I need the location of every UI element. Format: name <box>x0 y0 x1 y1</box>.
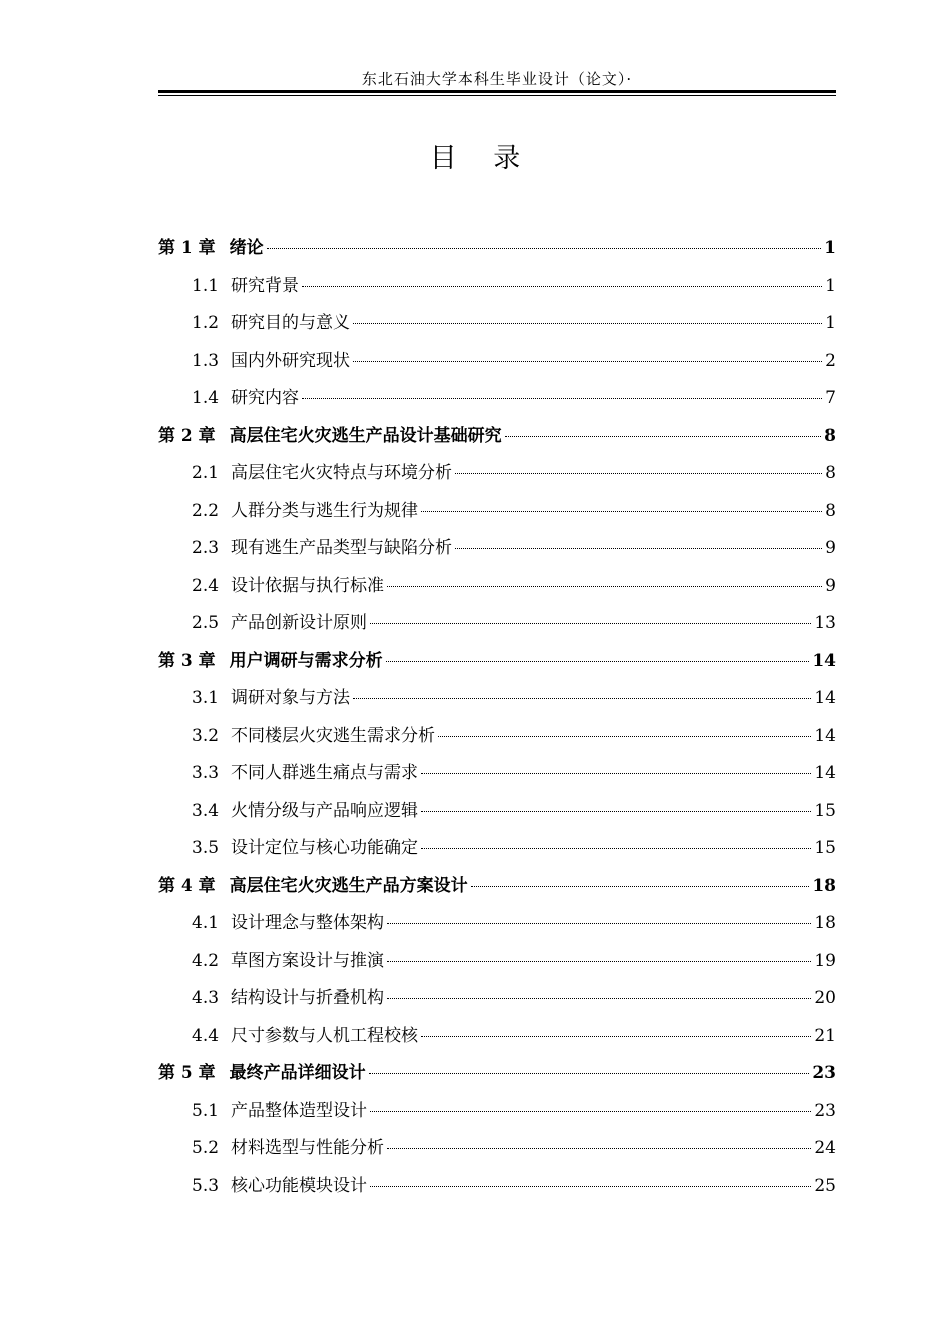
toc-entry-title: 研究目的与意义 <box>231 313 351 333</box>
toc-dot-leader <box>421 1035 811 1037</box>
toc-section-entry[interactable] <box>158 455 836 493</box>
toc-chapter-entry[interactable] <box>158 868 836 906</box>
toc-page-number: 7 <box>825 388 836 408</box>
toc-dot-leader <box>471 885 810 887</box>
toc-entry-number: 3.1 <box>192 688 220 708</box>
toc-page-number: 23 <box>812 1063 836 1083</box>
toc-section-entry[interactable] <box>158 1018 836 1056</box>
toc-entry-number: 1.1 <box>192 275 220 296</box>
toc-entry-title: 现有逃生产品类型与缺陷分析 <box>231 538 453 558</box>
toc-page-number: 13 <box>814 613 836 633</box>
toc-page-number: 1 <box>825 313 836 333</box>
toc-dot-leader <box>302 285 822 287</box>
toc-entry-number: 4.2 <box>192 950 220 971</box>
toc-page-number: 25 <box>814 1175 836 1196</box>
toc-entry-number: 3.2 <box>192 725 220 746</box>
toc-section-entry[interactable] <box>158 343 836 381</box>
toc-section-entry[interactable] <box>158 830 836 868</box>
toc-page-number: 24 <box>814 1138 836 1158</box>
toc-section-entry[interactable] <box>158 1168 836 1206</box>
toc-dot-leader <box>438 735 811 737</box>
toc-section-entry[interactable] <box>158 380 836 418</box>
toc-entry-title: 产品创新设计原则 <box>231 613 368 633</box>
toc-entry-title: 核心功能模块设计 <box>231 1175 368 1196</box>
toc-entry-title: 高层住宅火灾逃生产品设计基础研究 <box>229 425 502 446</box>
toc-dot-leader <box>421 772 811 774</box>
toc-entry-title: 用户调研与需求分析 <box>229 650 383 671</box>
toc-entry-title: 国内外研究现状 <box>231 350 351 371</box>
toc-entry-number: 2.3 <box>192 538 220 558</box>
page-title: 目 录 <box>429 143 535 174</box>
toc-page-number: 19 <box>814 950 836 971</box>
toc-section-entry[interactable] <box>158 1093 836 1131</box>
toc-entry-title: 高层住宅火灾逃生产品方案设计 <box>229 875 468 896</box>
toc-entry-title: 材料选型与性能分析 <box>231 1138 385 1158</box>
toc-entry-title: 研究背景 <box>231 275 300 296</box>
toc-section-entry[interactable] <box>158 493 836 531</box>
toc-entry-title: 研究内容 <box>231 388 300 408</box>
toc-entry-number: 2.1 <box>192 463 220 483</box>
toc-section-entry[interactable] <box>158 905 836 943</box>
toc-page-number: 14 <box>814 763 836 783</box>
toc-entry-number: 2.5 <box>192 613 220 633</box>
toc-entry-title: 尺寸参数与人机工程校核 <box>231 1025 419 1046</box>
toc-section-entry[interactable] <box>158 1130 836 1168</box>
toc-entry-number: 第 4 章 <box>158 875 216 896</box>
toc-chapter-entry[interactable] <box>158 1055 836 1093</box>
toc-entry-title: 人群分类与逃生行为规律 <box>231 500 419 521</box>
toc-page-number: 2 <box>825 350 836 371</box>
toc-section-entry[interactable] <box>158 718 836 756</box>
toc-page-number: 9 <box>825 538 836 558</box>
toc-entry-number: 3.3 <box>192 763 220 783</box>
toc-dot-leader <box>353 322 822 324</box>
toc-dot-leader <box>387 960 811 962</box>
toc-section-entry[interactable] <box>158 605 836 643</box>
toc-entry-title: 绪论 <box>229 238 264 258</box>
toc-entry-number: 5.2 <box>192 1138 220 1158</box>
toc-dot-leader <box>455 472 822 474</box>
toc-entry-title: 高层住宅火灾特点与环境分析 <box>231 463 453 483</box>
toc-entry-title: 产品整体造型设计 <box>231 1100 368 1121</box>
toc-dot-leader <box>387 585 822 587</box>
toc-entry-number: 4.4 <box>192 1025 220 1046</box>
toc-section-entry[interactable] <box>158 980 836 1018</box>
toc-page-number: 23 <box>814 1100 836 1121</box>
toc-entry-number: 4.1 <box>192 913 220 933</box>
toc-page-number: 8 <box>824 425 836 446</box>
toc-page-number: 21 <box>814 1025 836 1046</box>
toc-page-number: 15 <box>814 838 836 858</box>
toc-dot-leader <box>421 810 811 812</box>
toc-chapter-entry[interactable] <box>158 418 836 456</box>
toc-dot-leader <box>386 660 810 662</box>
header-rule-thick <box>158 90 836 93</box>
toc-entry-number: 3.5 <box>192 838 220 858</box>
toc-entry-title: 设计定位与核心功能确定 <box>231 838 419 858</box>
toc-page-number: 14 <box>814 688 836 708</box>
toc-entry-title: 火情分级与产品响应逻辑 <box>231 800 419 821</box>
toc-section-entry[interactable] <box>158 305 836 343</box>
toc-entry-title: 不同人群逃生痛点与需求 <box>231 763 419 783</box>
toc-entry-number: 2.2 <box>192 500 220 521</box>
toc-dot-leader <box>387 1147 811 1149</box>
toc-entry-title: 设计理念与整体架构 <box>231 913 385 933</box>
toc-dot-leader <box>505 435 821 437</box>
toc-page-number: 15 <box>814 800 836 821</box>
toc-page-number: 20 <box>814 988 836 1008</box>
toc-chapter-entry[interactable] <box>158 643 836 681</box>
toc-chapter-entry[interactable] <box>158 230 836 268</box>
toc-dot-leader <box>353 360 822 362</box>
toc-entry-number: 4.3 <box>192 988 220 1008</box>
toc-entry-title: 最终产品详细设计 <box>229 1063 366 1083</box>
toc-entry-title: 结构设计与折叠机构 <box>231 988 385 1008</box>
toc-section-entry[interactable] <box>158 943 836 981</box>
toc-entry-number: 1.3 <box>192 350 220 371</box>
header-rule-thin <box>158 95 836 96</box>
toc-dot-leader <box>302 397 822 399</box>
toc-dot-leader <box>353 697 811 699</box>
toc-entry-number: 1.2 <box>192 313 220 333</box>
toc-page-number: 8 <box>825 463 836 483</box>
toc-section-entry[interactable] <box>158 530 836 568</box>
toc-entry-title: 不同楼层火灾逃生需求分析 <box>231 725 436 746</box>
toc-entry-title: 调研对象与方法 <box>231 688 351 708</box>
toc-page-number: 1 <box>825 275 836 296</box>
toc-dot-leader <box>387 997 811 999</box>
toc-page-number: 14 <box>814 725 836 746</box>
toc-section-entry[interactable] <box>158 755 836 793</box>
running-header: 东北石油大学本科生毕业设计（论文）· <box>361 70 633 88</box>
toc-dot-leader <box>369 1072 810 1074</box>
toc-entry-number: 2.4 <box>192 575 220 596</box>
toc-page-number: 18 <box>812 875 836 896</box>
toc-dot-leader <box>455 547 822 549</box>
toc-dot-leader <box>370 1110 811 1112</box>
toc-entry-number: 1.4 <box>192 388 220 408</box>
toc-entry-number: 5.3 <box>192 1175 220 1196</box>
toc-page-number: 8 <box>825 500 836 521</box>
toc-entry-number: 第 5 章 <box>158 1063 216 1083</box>
toc-entry-title: 设计依据与执行标准 <box>231 575 385 596</box>
table-of-contents <box>158 230 836 1205</box>
toc-dot-leader <box>387 922 811 924</box>
toc-section-entry[interactable] <box>158 568 836 606</box>
toc-page-number: 14 <box>812 650 836 671</box>
toc-page-number: 1 <box>824 238 836 258</box>
toc-section-entry[interactable] <box>158 793 836 831</box>
toc-entry-number: 3.4 <box>192 800 220 821</box>
toc-section-entry[interactable] <box>158 268 836 306</box>
toc-entry-number: 第 2 章 <box>158 425 216 446</box>
toc-section-entry[interactable] <box>158 680 836 718</box>
toc-entry-number: 第 1 章 <box>158 238 216 258</box>
toc-dot-leader <box>421 847 811 849</box>
toc-dot-leader <box>370 1185 811 1187</box>
toc-entry-title: 草图方案设计与推演 <box>231 950 385 971</box>
toc-dot-leader <box>267 247 821 249</box>
toc-dot-leader <box>421 510 822 512</box>
toc-page-number: 18 <box>814 913 836 933</box>
toc-dot-leader <box>370 622 811 624</box>
toc-page-number: 9 <box>825 575 836 596</box>
toc-entry-number: 第 3 章 <box>158 650 216 671</box>
toc-entry-number: 5.1 <box>192 1100 220 1121</box>
